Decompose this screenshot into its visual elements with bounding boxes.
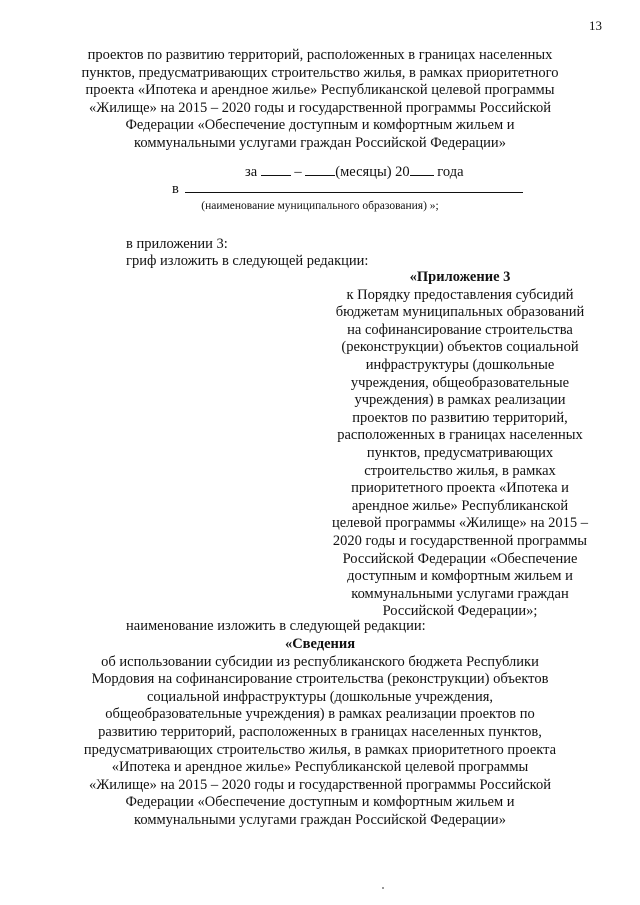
blank-field: [410, 163, 434, 176]
blank-field: [261, 163, 291, 176]
period-za: за: [245, 164, 258, 180]
svedeniya-title: «Сведения: [284, 636, 356, 652]
appendix-line: Российской Федерации «Обеспечение: [342, 550, 578, 567]
appendix-line: Российской Федерации»;: [382, 603, 538, 620]
page-number: 13: [589, 18, 602, 33]
svedeniya-line: общеобразовательные учреждения) в рамках реализации проектов по: [105, 706, 535, 723]
appendix-line: строительство жилья, в рамках: [364, 462, 556, 479]
appendix-line: на софинансирование строительства: [347, 321, 573, 338]
name-instruction: наименование изложить в следующей редакции:: [126, 618, 426, 634]
period-line: [245, 163, 464, 181]
intro-line: «Жилище» на 2015 – 2020 годы и государственной программы Российской: [88, 99, 551, 116]
appendix-line: доступным и комфортным жильем и: [347, 568, 573, 585]
svedeniya-line: социальной инфраструктуры (дошкольные учреждения,: [146, 688, 493, 705]
svedeniya-line: «Ипотека и арендное жилье» Республиканской целевой программы: [111, 759, 529, 776]
municipality-line: [172, 180, 523, 198]
appendix-line: арендное жилье» Республиканской: [351, 497, 569, 514]
svedeniya-line: коммунальными услугами граждан Российской Федерации»: [134, 811, 506, 828]
svedeniya-line: развитию территорий, расположенных в границах населенных пунктов,: [98, 723, 542, 740]
appendix-line: 2020 годы и государственной программы: [332, 532, 588, 549]
period-year: года: [437, 164, 464, 180]
intro-line: пунктов, предусматривающих строительство жилья, в рамках приоритетного: [81, 64, 559, 81]
period-months: (месяцы) 20: [335, 164, 410, 180]
appendix-line: проектов по развитию территорий,: [352, 409, 568, 426]
appendix-line: пунктов, предусматривающих: [366, 444, 554, 461]
appendix-line: коммунальными услугами граждан: [351, 585, 569, 602]
appendix-line: расположенных в границах населенных: [337, 427, 583, 444]
appendix-line: учреждения, общеобразовательные: [350, 374, 570, 391]
appendix-line: инфраструктуры (дошкольные: [365, 356, 555, 373]
municipality-prefix: в: [172, 181, 179, 197]
stamp-instruction: гриф изложить в следующей редакции:: [126, 253, 369, 269]
svedeniya-line: Мордовия на софинансирование строительства (реконструкции) объектов: [91, 671, 549, 688]
period-dash: –: [294, 164, 302, 180]
appendix-line: (реконструкции) объектов социальной: [341, 339, 579, 356]
intro-line: проекта «Ипотека и арендное жилье» Республиканской целевой программы: [85, 82, 555, 99]
appendix-reference: в приложении 3:: [126, 236, 228, 252]
svedeniya-line: «Жилище» на 2015 – 2020 годы и государственной программы Российской: [88, 776, 551, 793]
svedeniya-line: об использовании субсидии из республиканского бюджета Республики: [101, 653, 539, 670]
blank-field: [305, 163, 335, 176]
appendix-title: «Приложение 3: [409, 269, 511, 285]
intro-line: коммунальными услугами граждан Российской Федерации»: [134, 134, 506, 151]
appendix-stamp: [300, 269, 620, 621]
appendix-line: к Порядку предоставления субсидий: [346, 286, 574, 303]
scan-speck: [382, 887, 384, 889]
intro-paragraph: [0, 47, 640, 153]
appendix-line: целевой программы «Жилище» на 2015 –: [331, 515, 589, 532]
intro-line: проектов по развитию территорий, расположенных в границах населенных: [87, 47, 553, 63]
svedeniya-line: Федерации «Обеспечение доступным и комфортным жильем и: [125, 794, 515, 811]
municipality-caption: (наименование муниципального образования) »;: [201, 200, 439, 212]
intro-line: Федерации «Обеспечение доступным и комфортным жильем и: [125, 117, 515, 134]
svedeniya-line: предусматривающих строительство жилья, в рамках приоритетного проекта: [83, 741, 557, 758]
appendix-line: бюджетам муниципальных образований: [335, 304, 585, 321]
appendix-line: приоритетного проекта «Ипотека и: [351, 480, 569, 497]
appendix-line: учреждения) в рамках реализации: [354, 392, 566, 409]
blank-field: [185, 180, 523, 193]
svedeniya-heading: [0, 636, 640, 830]
